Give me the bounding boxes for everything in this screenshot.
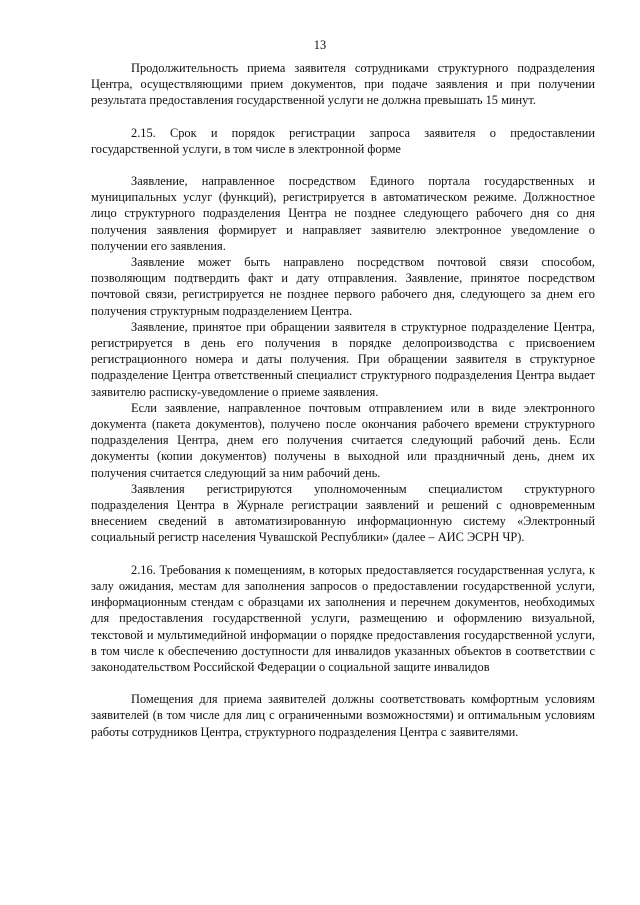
paragraph: Помещения для приема заявителей должны соответствовать комфортным условиям заявителей (в том числе для лиц с ограниченными возможностями) и оптимальным условиям работы сотрудников Центра, структурного подразделения Центра с заявителями.	[91, 692, 595, 739]
document-body	[91, 60, 595, 740]
page-number: 13	[313, 38, 327, 52]
paragraph-gap	[91, 109, 595, 125]
paragraph: Заявления регистрируются уполномоченным специалистом структурного подразделения Центра в Журнале регистрации заявлений и решений с одновременным внесением сведений в автоматизированную информационную систему «Электронный социальный регистр населения Чувашской Республики» (далее – АИС ЭСРН ЧР).	[91, 481, 595, 545]
paragraph: Продолжительность приема заявителя сотрудниками структурного подразделения Центра, осуществляющими прием документов, при подаче заявления и при получении результата предоставления государственной услуги не должна превышать 15 минут.	[91, 61, 595, 108]
paragraph: 2.16. Требования к помещениям, в которых предоставляется государственная услуга, к залу ожидания, местам для заполнения запросов о предоставлении государственной услуги, информационным стендам с образцами их заполнения и перечнем документов, необходимых для предоставления государственной услуги, размещению и оформлению визуальной, текстовой и мультимедийной информации о порядке предоставления государственной услуги, в том числе к обеспечению доступности для инвалидов указанных объектов в соответствии с законодательством Российской Федерации о социальной защите инвалидов	[91, 562, 595, 674]
paragraph: Заявление, направленное посредством Единого портала государственных и муниципальных услуг (функций), регистрируется в автоматическом режиме. Должностное лицо структурного подразделения Центра не позднее следующего рабочего дня со дня получения заявления формирует и направляет заявителю электронное уведомление о получении его заявления.	[91, 174, 595, 253]
paragraph: Если заявление, направленное почтовым отправлением или в виде электронного документа (пакета документов), получено после окончания рабочего времени структурного подразделения Центра, днем его получения считается следующий рабочий день. Если документы (копии документов) получены в выходной или праздничный день, днем их получения считается следующий за ним рабочий день.	[91, 400, 595, 480]
paragraph-gap	[91, 546, 595, 562]
paragraph: Заявление может быть направлено посредством почтовой связи способом, позволяющим подтвердить факт и дату отправления. Заявление, принятое посредством почтовой связи, регистрируется не позднее первого рабочего дня, следующего за днем его получения структурным подразделением Центра.	[91, 255, 595, 318]
paragraph: Заявление, принятое при обращении заявителя в структурное подразделение Центра, регистрируется в день его получения в порядке делопроизводства с присвоением регистрационного номера и даты получения. При обращении заявителя в структурное подразделение Центра ответственный специалист структурного подразделения Центра выдает заявителю расписку-уведомление о приеме заявления.	[91, 319, 595, 399]
paragraph-gap	[91, 157, 595, 173]
paragraph-gap	[91, 675, 595, 691]
paragraph: 2.15. Срок и порядок регистрации запроса заявителя о предоставлении государственной услуги, в том числе в электронной форме	[91, 125, 595, 156]
